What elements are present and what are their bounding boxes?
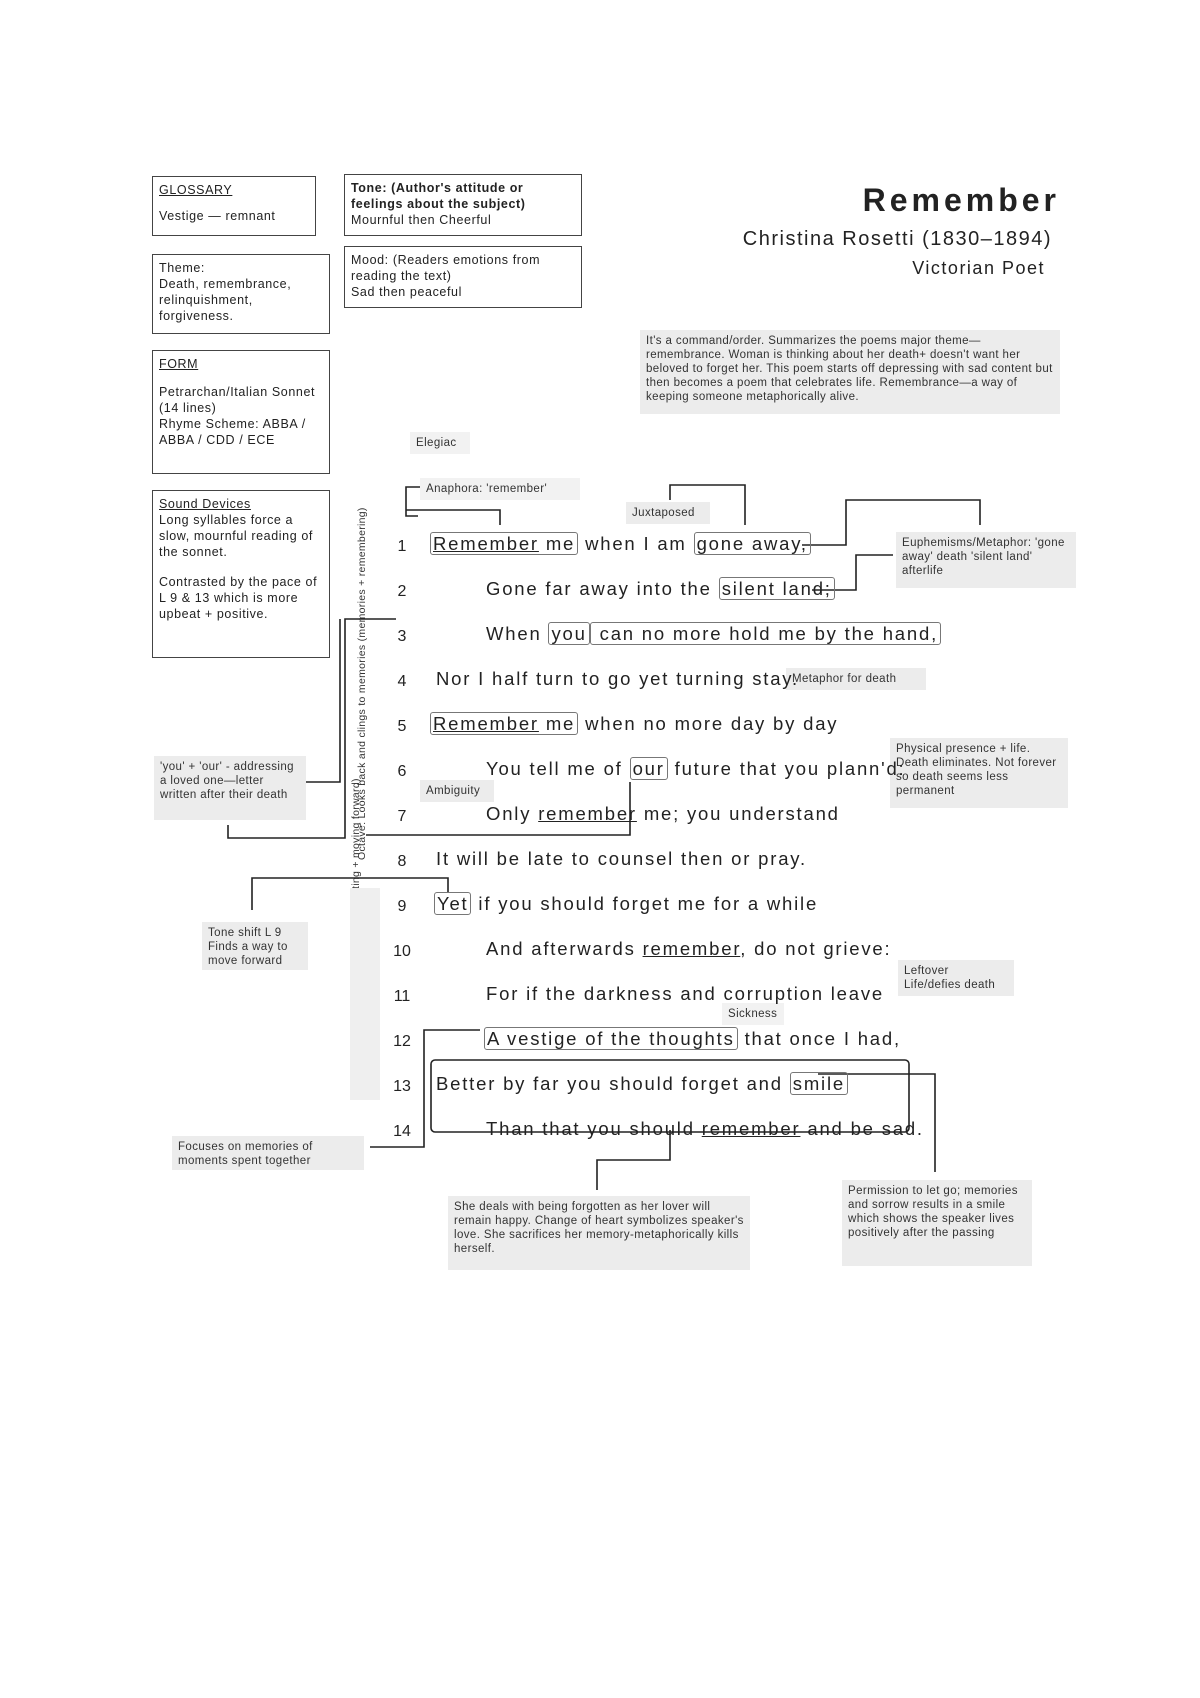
mood-box bbox=[344, 246, 582, 308]
metaphor-death-note: Metaphor for death bbox=[786, 668, 926, 690]
you-word: you bbox=[548, 622, 589, 645]
line-number: 9 bbox=[397, 898, 407, 915]
form-text: Petrarchan/Italian Sonnet (14 lines) bbox=[159, 385, 316, 415]
line-number: 5 bbox=[397, 718, 407, 735]
remember-word: remember bbox=[642, 938, 741, 959]
form-heading: FORM bbox=[159, 357, 199, 371]
euphemism-note: Euphemisms/Metaphor: 'gone away' death 'silent land' afterlife bbox=[896, 532, 1076, 588]
sound-text-2: Contrasted by the pace of L 9 & 13 which is more upbeat + positive. bbox=[159, 575, 318, 621]
form-box bbox=[152, 350, 330, 474]
focuses-note: Focuses on memories of moments spent together bbox=[172, 1136, 364, 1170]
anaphora-note: Anaphora: 'remember' bbox=[420, 478, 580, 500]
poem-line-8: It will be late to counsel then or pray. bbox=[436, 848, 807, 869]
line-5-text: when no more day by day bbox=[578, 713, 839, 734]
theme-heading: Theme: bbox=[159, 261, 205, 275]
line-14-text: Than that you should bbox=[486, 1118, 702, 1139]
line-number: 6 bbox=[397, 763, 407, 780]
line-number: 13 bbox=[393, 1078, 411, 1095]
sound-devices-box bbox=[152, 490, 330, 658]
poem-line-7 bbox=[486, 803, 840, 825]
remember-word: Remember bbox=[433, 713, 539, 734]
line-7-text-2: me; you understand bbox=[636, 803, 840, 824]
line-6-text-2: future that you plann'd: bbox=[667, 758, 906, 779]
line-12-text: that once I had, bbox=[737, 1028, 901, 1049]
line-number: 4 bbox=[397, 673, 407, 690]
line-number: 10 bbox=[393, 943, 411, 960]
line-number: 3 bbox=[397, 628, 407, 645]
line-3-text: When bbox=[486, 623, 549, 644]
line-2-text: Gone far away into the bbox=[486, 578, 719, 599]
line-1-me: me bbox=[538, 533, 576, 554]
tone-text: Mournful then Cheerful bbox=[351, 213, 492, 227]
line-number: 1 bbox=[397, 538, 407, 555]
poem-author: Christina Rosetti (1830–1894) bbox=[742, 228, 1052, 250]
gone-away-phrase: gone away, bbox=[694, 532, 811, 555]
line-6-text: You tell me of bbox=[486, 758, 630, 779]
poem-title: Remember bbox=[862, 182, 1060, 218]
sacrifice-note: She deals with being forgotten as her lover will remain happy. Change of heart symbolizes speaker's love. She sacrifices her memory-metaphorically kills herself. bbox=[448, 1196, 750, 1270]
glossary-entry: Vestige — remnant bbox=[159, 209, 276, 223]
poem-line-6 bbox=[486, 758, 905, 780]
permission-note: Permission to let go; memories and sorrow results in a smile which shows the speaker lives positively after the passing bbox=[842, 1180, 1032, 1266]
glossary-box bbox=[152, 176, 316, 236]
line-5-me: me bbox=[538, 713, 576, 734]
remember-word: remember bbox=[538, 803, 637, 824]
line-number: 7 bbox=[397, 808, 407, 825]
line-10-text: And afterwards bbox=[486, 938, 643, 959]
line-1-text: when I am bbox=[578, 533, 694, 554]
sickness-note: Sickness bbox=[722, 1003, 784, 1025]
line-14-text-2: and be sad. bbox=[800, 1118, 924, 1139]
line-9-text: if you should forget me for a while bbox=[471, 893, 819, 914]
sestet-shade bbox=[350, 888, 380, 1100]
poem-line-2 bbox=[486, 578, 835, 600]
poem-line-11: For if the darkness and corruption leave bbox=[486, 983, 884, 1004]
line-7-text: Only bbox=[486, 803, 539, 824]
tone-box bbox=[344, 174, 582, 236]
theme-text: Death, remembrance, relinquishment, forgiveness. bbox=[159, 277, 292, 323]
vestige-phrase: A vestige of the thoughts bbox=[484, 1027, 738, 1050]
remember-word: remember bbox=[701, 1118, 801, 1139]
elegiac-note: Elegiac bbox=[410, 432, 470, 454]
line-3-hold-phrase: can no more hold me by the hand, bbox=[590, 622, 941, 645]
poem-line-3 bbox=[486, 623, 941, 645]
physical-presence-note: Physical presence + life. Death eliminates. Not forever so death seems less permanent bbox=[890, 738, 1068, 808]
poem-line-1 bbox=[430, 533, 811, 555]
poem-line-4: Nor I half turn to go yet turning stay. bbox=[436, 668, 799, 689]
line-number: 12 bbox=[393, 1033, 411, 1050]
command-note: It's a command/order. Summarizes the poems major theme—remembrance. Woman is thinking about her death+ doesn't want her beloved to forget her. This poem starts off depressing with sad content but then becomes a poem that celebrates life. Remembrance—a way of keeping someone metaphorically alive. bbox=[640, 330, 1060, 414]
line-number: 8 bbox=[397, 853, 407, 870]
smile-word: smile bbox=[790, 1072, 848, 1095]
juxtaposed-note: Juxtaposed bbox=[626, 502, 710, 524]
poem-line-9 bbox=[434, 893, 818, 915]
anaphora-arrow bbox=[406, 510, 500, 525]
glossary-heading: GLOSSARY bbox=[159, 183, 233, 197]
our-word: our bbox=[630, 757, 668, 780]
poem-line-13 bbox=[436, 1073, 848, 1095]
poet-period: Victorian Poet bbox=[912, 258, 1045, 278]
line-number: 2 bbox=[397, 583, 407, 600]
tone-heading: Tone: (Author's attitude or feelings about the subject) bbox=[351, 181, 526, 211]
anaphora-connector bbox=[406, 487, 420, 516]
poem-line-12 bbox=[484, 1028, 901, 1050]
line-10-text-2: , do not grieve: bbox=[740, 938, 892, 959]
tone-shift-note: Tone shift L 9 Finds a way to move forward bbox=[202, 922, 308, 970]
line-13-text: Better by far you should forget and bbox=[436, 1073, 790, 1094]
poem-line-14 bbox=[486, 1118, 924, 1140]
theme-box bbox=[152, 254, 330, 334]
poem-line-5 bbox=[430, 713, 838, 735]
yet-word: Yet bbox=[434, 892, 471, 915]
sound-text: Long syllables force a slow, mournful reading of the sonnet. bbox=[159, 513, 313, 559]
octave-label: Octave: Looks back and clings to memories (memories + remembering) bbox=[356, 507, 368, 860]
poem-line-10 bbox=[486, 938, 891, 960]
silent-land-phrase: silent land; bbox=[719, 577, 835, 600]
form-rhyme: Rhyme Scheme: ABBA / ABBA / CDD / ECE bbox=[159, 417, 306, 447]
sound-heading: Sound Devices bbox=[159, 497, 251, 511]
mood-text: Sad then peaceful bbox=[351, 285, 462, 299]
line-number: 14 bbox=[393, 1123, 411, 1140]
remember-word: Remember bbox=[433, 533, 539, 554]
line-number: 11 bbox=[393, 988, 411, 1005]
leftover-note: Leftover Life/defies death bbox=[898, 960, 1014, 996]
ambiguity-note: Ambiguity bbox=[420, 780, 494, 802]
mood-heading: Mood: (Readers emotions from reading the text) bbox=[351, 253, 541, 283]
you-our-note: 'you' + 'our' - addressing a loved one—letter written after their death bbox=[154, 756, 306, 820]
